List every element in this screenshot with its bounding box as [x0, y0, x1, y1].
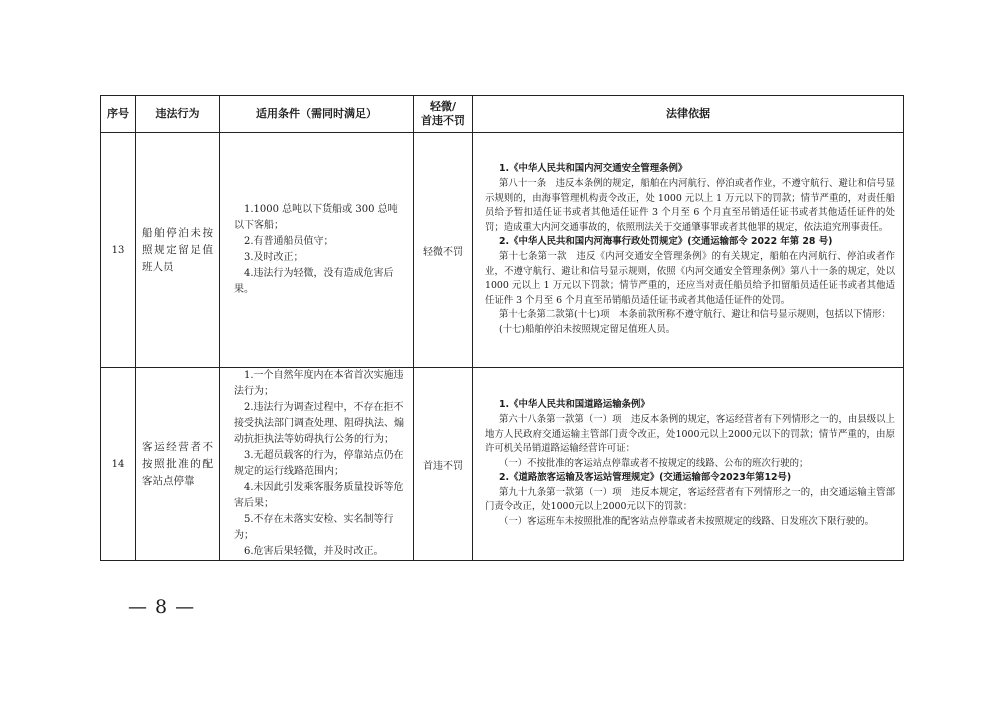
- table-header-row: [101, 96, 904, 133]
- row-law: [473, 368, 904, 561]
- condition-item: 6.危害后果轻微，并及时改正。: [244, 546, 384, 557]
- table-row: [101, 368, 904, 561]
- row-seq: 13: [101, 133, 136, 368]
- header-act: 违法行为: [136, 96, 220, 133]
- penalty-table: [100, 95, 904, 561]
- condition-item: 4.未因此引发乘客服务质量投诉等危害后果；: [234, 482, 404, 509]
- header-level: [414, 96, 473, 133]
- row-conditions: [220, 133, 414, 368]
- header-level-line1: 轻微/: [429, 100, 457, 113]
- condition-item: 1.1000 总吨以下货船或 300 总吨以下客船；: [234, 204, 398, 231]
- law-clause: 第十七条第二款第(十七)项 本条前款所称不遵守航行、避让和信号显示规则，包括以下情形：: [499, 309, 891, 321]
- condition-item: 2.有普通船员值守；: [244, 236, 334, 247]
- row-conditions: [220, 368, 414, 561]
- condition-item: 4.违法行为轻微，没有造成危害后果。: [234, 268, 394, 295]
- header-level-line2: 首违不罚: [421, 114, 465, 127]
- condition-item: 2.违法行为调查过程中，不存在拒不接受执法部门调查处理、阻碍执法、煽动抗拒执法等妨碍执行公务的行为；: [234, 402, 404, 445]
- law-clause: 第八十一条 违反本条例的规定，船舶在内河航行、停泊或者作业，不遵守航行、避让和信号显示规则的，由海事管理机构责令改正，处 1000 元以上 1 万元以下的罚款；情节严重的，对责任船员给予暂扣适任证书或者其他适任证件 3 个月至 6 个月直至吊销适任证书或者其他适任证件的处罚；造成重大内河交通事故的，依照刑法关于交通肇事罪或者其他罪的规定，依法追究刑事责任。: [485, 178, 895, 233]
- row-act: 船舶停泊未按照规定留足值班人员: [136, 133, 220, 368]
- page-number: — 8 —: [128, 596, 196, 618]
- condition-item: 5.不存在未落实安检、实名制等行为；: [234, 514, 394, 541]
- law-clause: （一）客运班车未按照批准的配客站点停靠或者未按照规定的线路、日发班次下限行驶的。: [499, 516, 875, 528]
- law-title: 1.《中华人民共和国内河交通安全管理条例》: [499, 163, 688, 175]
- law-title: 2.《道路旅客运输及客运站管理规定》(交通运输部令2023年第12号): [499, 472, 792, 484]
- row-level: 首违不罚: [414, 368, 473, 561]
- law-clause: 第六十八条第一款第（一）项 违反本条例的规定，客运经营者有下列情形之一的，由县级以上地方人民政府交通运输主管部门责令改正，处1000元以上2000元以下的罚款；情节严重的，由原许可机关吊销道路运输经营许可证：: [485, 413, 895, 455]
- law-title: 2.《中华人民共和国内河海事行政处罚规定》(交通运输部令 2022 年第 28 号): [499, 236, 833, 248]
- row-act: 客运经营者不按照批准的配客站点停靠: [136, 368, 220, 561]
- table-row: [101, 133, 904, 368]
- law-clause: (十七)船舶停泊未按照规定留足值班人员。: [499, 323, 676, 335]
- row-level: 轻微不罚: [414, 133, 473, 368]
- row-law: [473, 133, 904, 368]
- row-seq: 14: [101, 368, 136, 561]
- law-title: 1.《中华人民共和国道路运输条例》: [499, 399, 650, 411]
- condition-item: 3.无超员载客的行为，停靠站点仍在规定的运行线路范围内；: [234, 450, 404, 477]
- header-seq: 序号: [101, 96, 136, 133]
- header-conditions: 适用条件（需同时满足）: [220, 96, 414, 133]
- law-clause: 第十七条第一款 违反《内河交通安全管理条例》的有关规定，船舶在内河航行、停泊或者作业，不遵守航行、避让和信号显示规则，依照《内河交通安全管理条例》第八十一条的规定，处以 1000 元以上 1 万元以下罚款；情节严重的，还应当对责任船员给予扣留船员适任证书或者其他适任证件 3 个月至 6 个月直至吊销船员适任证书或者其他适任证件的处罚。: [485, 251, 895, 306]
- condition-item: 1.一个自然年度内在本省首次实施违法行为；: [234, 370, 404, 397]
- law-clause: （一）不按批准的客运站点停靠或者不按规定的线路、公布的班次行驶的；: [499, 457, 809, 469]
- condition-item: 3.及时改正；: [244, 252, 304, 263]
- header-law: 法律依据: [473, 96, 904, 133]
- law-clause: 第九十九条第一款第（一）项 违反本规定，客运经营者有下列情形之一的，由交通运输主管部门责令改正，处1000元以上2000元以下的罚款：: [485, 486, 895, 513]
